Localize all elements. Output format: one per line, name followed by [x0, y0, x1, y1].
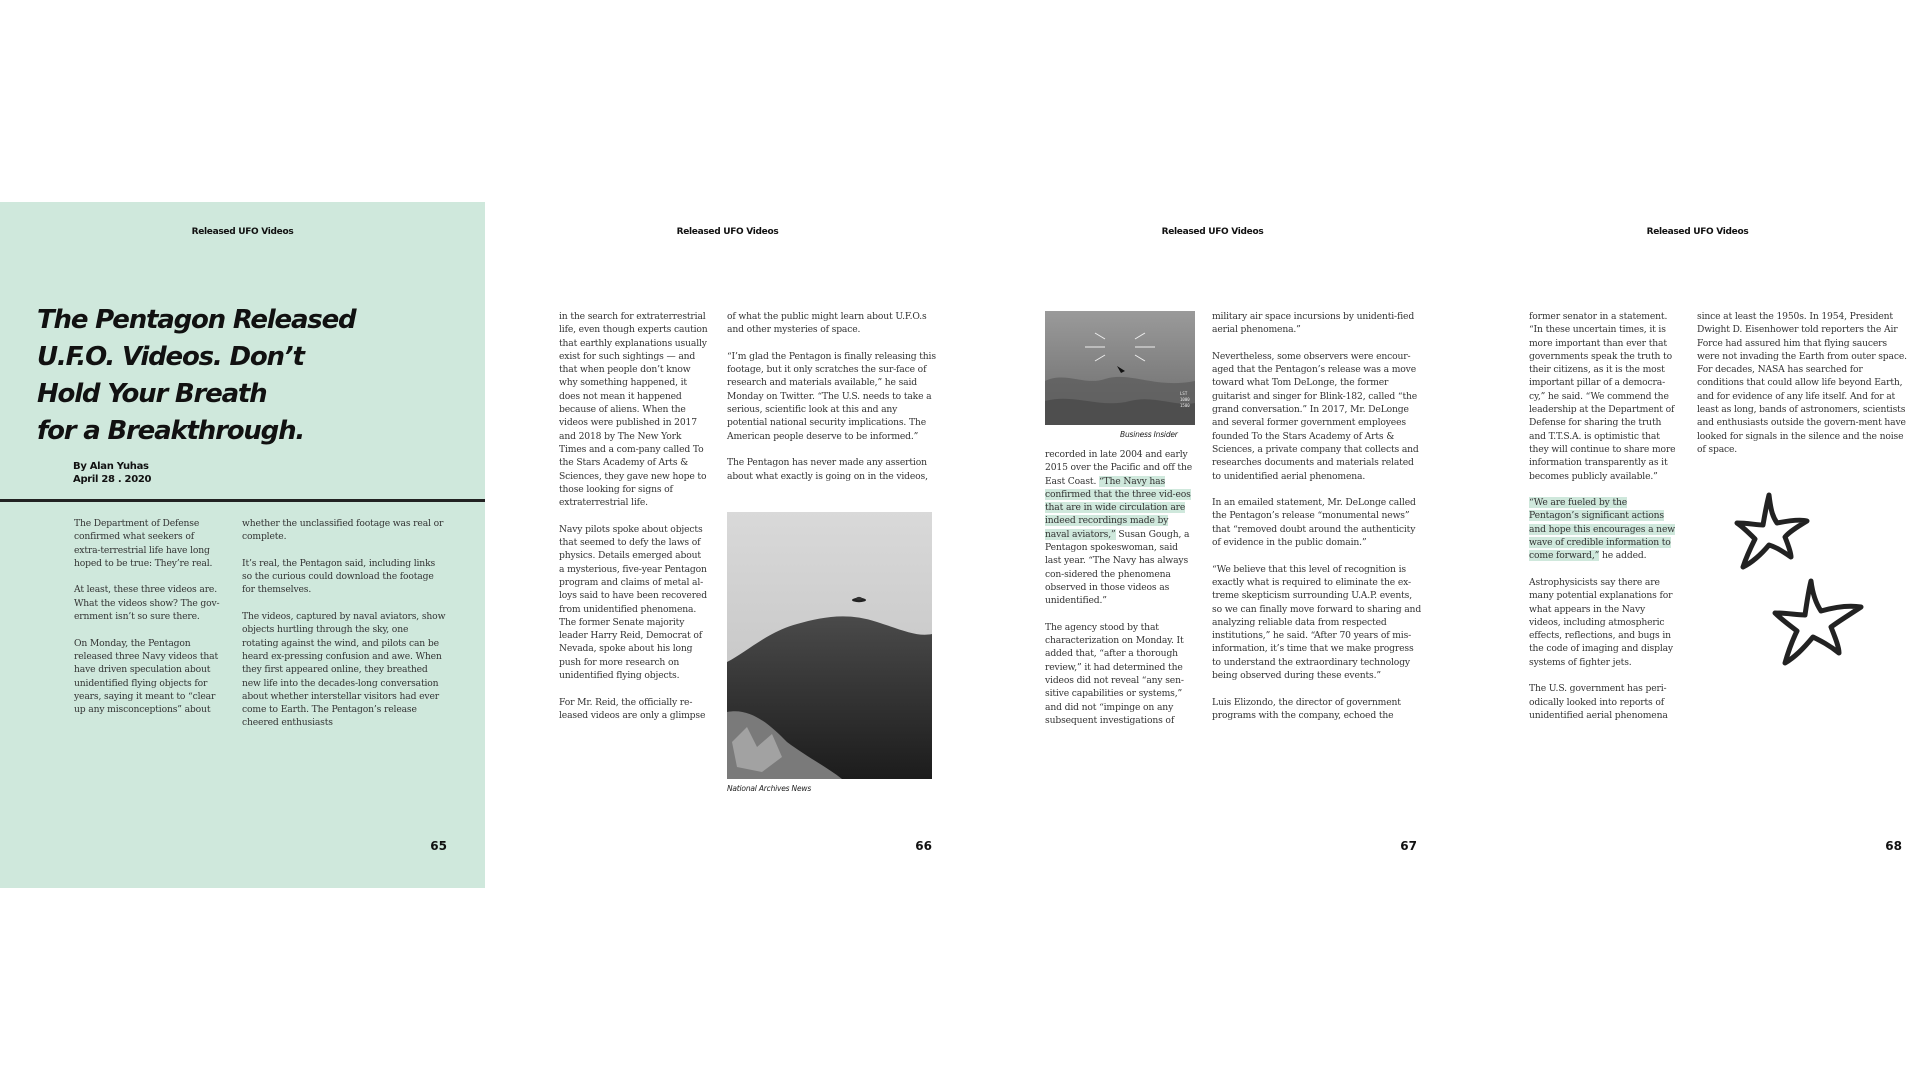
- page-66: [485, 202, 970, 888]
- paragraph: The videos, captured by naval aviators, show objects hurtling through the sky, one rotating against the wind, and pilots can be heard ex-pressing confusion and awe. When they first appeared online, they breathed new life into the decades-long conversation about whether interstellar visitors had ever come to Earth. The Pentagon’s release cheered enthusiasts: [242, 611, 446, 729]
- svg-text:1500: 1500: [1180, 403, 1190, 408]
- mountain-ufo-image: [727, 512, 932, 779]
- paragraph: The agency stood by that characterization on Monday. It added that, “after a thorough review,” it had determined the videos did not reveal “any sen-sitive capabilities or systems,” and did not “impinge on any subsequent investigations of: [1045, 621, 1184, 726]
- page-number: 68: [1885, 839, 1902, 853]
- paragraph: in the search for extraterrestrial life, even though experts caution that earthly explanations usually exist for such sightings — and that when people don’t know why something happened, it does not mean it happened because of aliens. When the videos were published in 2017 and 2018 by The New York Times and a com-pany called To the Stars Academy of Arts & Sciences, they gave new hope to those looking for signs of extraterrestrial life.: [559, 311, 708, 509]
- body-column-1: [1045, 448, 1193, 741]
- svg-text:1000: 1000: [1180, 397, 1190, 402]
- paragraph: In an emailed statement, Mr. DeLonge called the Pentagon’s release “monumental news” that “removed doubt around the authenticity of evidence in the public domain.”: [1212, 497, 1416, 549]
- paragraph: At least, these three videos are. What the videos show? The gov-ernment isn’t so sure there.: [74, 584, 220, 623]
- body-column-2: [1697, 310, 1907, 470]
- title-line: U.F.O. Videos. Don’t: [37, 342, 304, 372]
- paragraph: The Department of Defense confirmed what seekers of extra-terrestrial life have long hoped to be true: They’re real.: [74, 518, 213, 569]
- article-title: [37, 302, 357, 450]
- page-number: 66: [915, 839, 932, 853]
- svg-text:LST: LST: [1180, 391, 1188, 396]
- author: By Alan Yuhas: [73, 461, 149, 472]
- paragraph: of what the public might learn about U.F.O.s and other mysteries of space.: [727, 311, 927, 336]
- highlighted-quote: “The Navy has confirmed that the three vid-eos that are in wide circulation are indeed recordings made by naval aviators,”: [1045, 475, 1191, 540]
- paragraph: [1529, 496, 1679, 562]
- paragraph: Luis Elizondo, the director of government programs with the company, echoed the: [1212, 696, 1401, 721]
- running-head: Released UFO Videos: [676, 227, 779, 237]
- byline: [73, 460, 151, 486]
- paragraph: military air space incursions by unidenti-fied aerial phenomena.”: [1212, 311, 1415, 336]
- flir-ufo-image: [1045, 311, 1195, 425]
- paragraph: Nevertheless, some observers were encour-aged that the Pentagon’s release was a move toward what Tom DeLonge, the former guitarist and singer for Blink-182, called “the grand conversation.” In 2017, Mr. DeLonge and several former government employees founded To the Stars Academy of Arts & Sciences, a private company that collects and researches documents and materials related to unidentified aerial phenomena.: [1212, 350, 1419, 482]
- body-column-1: [559, 310, 709, 736]
- title-line: The Pentagon Released: [37, 305, 356, 335]
- running-head: Released UFO Videos: [191, 227, 294, 237]
- mountain-ufo-photo: [727, 512, 932, 779]
- paragraph: [1045, 448, 1193, 608]
- paragraph: The Pentagon has never made any assertion about what exactly is going on in the videos,: [727, 457, 928, 482]
- running-head: Released UFO Videos: [1646, 227, 1749, 237]
- photo-caption: Business Insider: [1120, 430, 1178, 439]
- paragraph: whether the unclassified footage was real or complete.: [242, 518, 444, 543]
- page-number: 65: [430, 839, 447, 853]
- paragraph: Navy pilots spoke about objects that seemed to defy the laws of physics. Details emerged about a mysterious, five-year Pentagon program and claims of metal al-loys said to have been recovered from unidentified phenomena. The former Senate majority leader Harry Reid, Democrat of Nevada, spoke about his long push for more research on unidentified flying objects.: [559, 523, 707, 682]
- date: April 28 . 2020: [73, 474, 152, 485]
- photo-caption: National Archives News: [727, 784, 812, 793]
- page-67: [970, 202, 1455, 888]
- text-run: recorded in late 2004 and early 2015 over the Pacific and off the East Coast.: [1045, 449, 1193, 487]
- paragraph: On Monday, the Pentagon released three Navy videos that have driven speculation about unidentified flying objects for years, saying it meant to “clear up any misconceptions” about: [74, 637, 218, 716]
- text-run: Susan Gough, a Pentagon spokeswoman, said last year. “The Navy has always con-sidered the phenomena observed in those videos as unidentified.”: [1045, 528, 1190, 607]
- paragraph: “I’m glad the Pentagon is finally releasing this footage, but it only scratches the sur-face of research and materials available,” he said Monday on Twitter. “The U.S. needs to take a serious, scientific look at this and any potential national security implications. The American people deserve to be informed.”: [727, 350, 936, 442]
- page-number: 67: [1400, 839, 1417, 853]
- paragraph: “We believe that this level of recognition is exactly what is required to eliminate the ex-treme skepticism surrounding U.A.P. events, so we can finally move forward to sharing and analyzing reliable data from respected institutions,” he said. “After 70 years of mis-information, it’s time that we make progress to understand the extraordinary technology being observed during these events.”: [1212, 563, 1422, 682]
- page-68: [1455, 202, 1920, 888]
- text-run: he added.: [1599, 550, 1647, 562]
- highlighted-quote: “We are fueled by the Pentagon’s significant actions and hope this encourages a new wave of credible information to come forward,”: [1529, 497, 1675, 562]
- title-line: for a Breakthrough.: [37, 416, 305, 446]
- doodle-stars-icon: [1725, 487, 1875, 672]
- body-column-2: [242, 517, 446, 743]
- body-column-1: [74, 517, 220, 730]
- flir-ufo-photo: [1045, 311, 1195, 425]
- paragraph: since at least the 1950s. In 1954, President Dwight D. Eisenhower told reporters the Air Force had assured him that flying saucers were not invading the Earth from outer space. For decades, NASA has searched for conditions that could allow life beyond Earth, and for evidence of any life itself. And for at least as long, bands of astronomers, scientists and enthusiasts outside the govern-ment have looked for signals in the silence and the noise of space.: [1697, 311, 1907, 455]
- divider-rule: [0, 499, 485, 502]
- page-65: [0, 202, 485, 888]
- paragraph: For Mr. Reid, the officially re-leased videos are only a glimpse: [559, 696, 706, 721]
- title-line: Hold Your Breath: [37, 379, 267, 409]
- paragraph: former senator in a statement. “In these uncertain times, it is more important than ever that governments speak the truth to their citizens, as it is the most important pillar of a democra-cy,” he said. “We commend the leadership at the Department of Defense for sharing the truth and T.T.S.A. is optimistic that they will continue to share more information transparently as it becomes publicly available.”: [1529, 311, 1676, 482]
- body-column-2: [1212, 310, 1422, 736]
- paragraph: It’s real, the Pentagon said, including links so the curious could download the footage for themselves.: [242, 557, 436, 596]
- body-column-1: [1529, 310, 1679, 736]
- paragraph: Astrophysicists say there are many potential explanations for what appears in the Navy videos, including atmospheric effects, reflections, and bugs in the code of imaging and display systems of fighter jets.: [1529, 576, 1673, 668]
- running-head: Released UFO Videos: [1161, 227, 1264, 237]
- body-column-2: [727, 310, 937, 496]
- paragraph: The U.S. government has peri-odically looked into reports of unidentified aerial phenomena: [1529, 683, 1668, 721]
